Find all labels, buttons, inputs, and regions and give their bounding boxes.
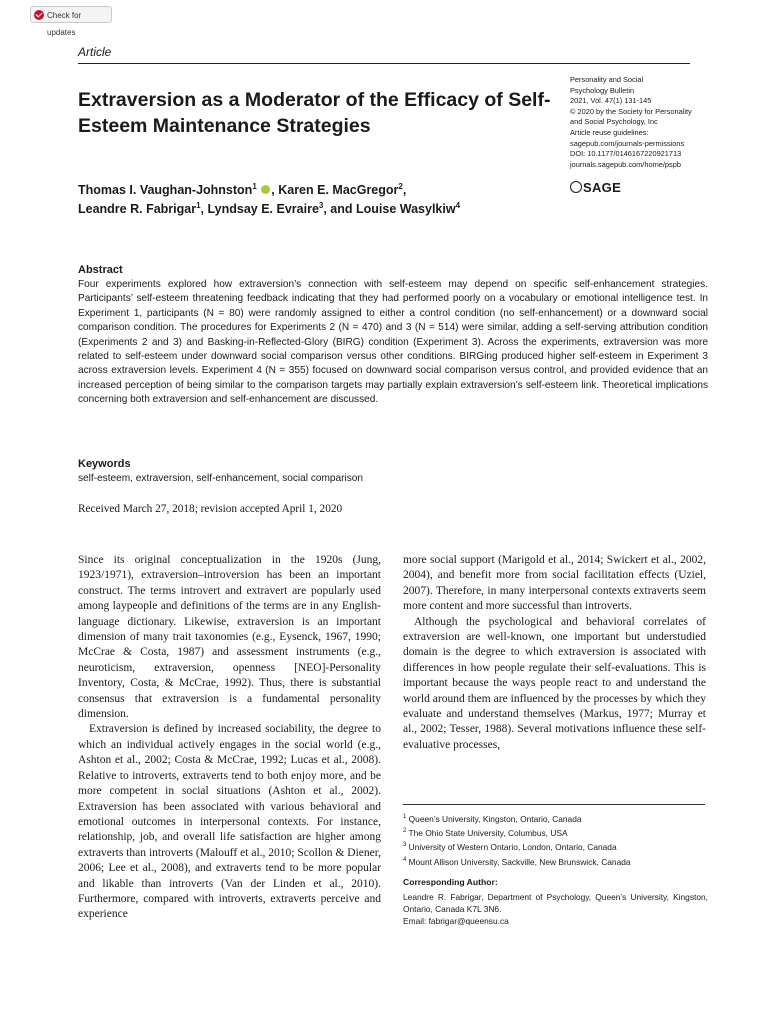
author-name[interactable]: Thomas I. Vaughan-Johnston (78, 183, 253, 197)
sage-logo (570, 180, 621, 195)
check-for-updates-button[interactable] (30, 6, 112, 37)
footnote-item: $^3$ University of Western Ontario, London, Ontario, Canada (403, 842, 617, 853)
journal-info-line: © 2020 by the Society for Personality (570, 106, 692, 116)
footnote-item: $^1$ Queen’s University, Kingston, Ontario, Canada (403, 813, 582, 824)
body-paragraph: Although the psychological and behavioral correlates of extraversion are well-known, one important but understudied domain is the degree to which extraversion is associated with differences in how people regulate their self-evaluations. This is important because the ways people react to and understand the world around them are influenced by the processes by which they evaluate and understand themselves (Markus, 1977; Murray et al., 2002; Tesser, 1988). Several motivations influence these self-evaluative processes, (403, 615, 706, 751)
abstract-text: Four experiments explored how extraversion’s connection with self-esteem may depend on specific self-enhancement strategies. Participants’ self-esteem threatening feedback indicating that they had performed poorly on a vocabulary or emotional intelligence test. In Experiment 1, participants (N = 80) were randomly assigned to either a control condition (no self-enhancement) or a downward social comparison condition. The procedures for Experiments 2 (N = 470) and 3 (N = 514) were similar, adding a self-serving attribution condition (Experiments 2 and 3) and Basking-in-Reflected-Glory (BIRG) condition (Experiment 3). Across the experiments, extraversion was more related to self-esteem under downward social comparison versus other conditions. BIRGing produced higher self-esteem in Experiment 3 across extraversion levels. Experiment 4 (N = 355) focused on downward social comparison versus control, and provided evidence that an increased perception of being similar to the comparison targets may partially explain extraversion’s self-esteem link. Theoretical implications concerning both extraversion and self-enhancement are discussed. (78, 279, 708, 406)
sage-logo-text: SAGE (583, 180, 622, 195)
affiliation-footnotes (403, 811, 708, 868)
journal-info-line: Personality and Social (570, 75, 644, 84)
keywords-text: self-esteem, extraversion, self-enhancement, social comparison (78, 473, 363, 484)
journal-permissions-link[interactable]: sagepub.com/journals-permissions (570, 138, 685, 148)
received-dates: Received March 27, 2018; revision accepted April 1, 2020 (78, 503, 343, 515)
check-for-updates-label: Check for updates (47, 11, 82, 37)
journal-home-link[interactable]: journals.sagepub.com/home/pspb (570, 159, 681, 169)
author-name[interactable]: Louise Wasylkiw (356, 202, 456, 216)
doi-link[interactable]: DOI: 10.1177/0146167220921713 (570, 149, 682, 159)
journal-info-line: Article reuse guidelines: (570, 127, 649, 137)
abstract-heading: Abstract (78, 264, 123, 276)
body-paragraph: Since its original conceptualization in the 1920s (Jung, 1923/1971), extraversion–introversion has been an important construct. The terms introvert and extravert are popularly used among laypeople and definitions of the terms are in any English-language dictionary. Likewise, extraversion is an important dimension of many trait taxonomies (e.g., Eysenck, 1967, 1990; McCrae & Costa, 1987) and assessment instruments (e.g., neuroticism, extraversion, openness [NEO]-Personality Inventory, Costa, & McCrae, 1992). Thus, there is substantial consensus that extraversion is a fundamental personality dimension. (78, 554, 381, 721)
footnote-item: $^4$ Mount Allison University, Sackville, New Brunswick, Canada (403, 856, 631, 867)
author-affiliation-mark: 2 (398, 181, 403, 191)
author-affiliation-mark: 1 (252, 181, 257, 191)
author-affiliation-mark: 4 (455, 200, 461, 210)
keywords-heading: Keywords (78, 458, 131, 470)
journal-info-line: 2021, Vol. 47(1) 131-145 (570, 96, 652, 106)
author-name[interactable]: Leandre R. Fabrigar (78, 202, 197, 216)
author-affiliation-mark: 3 (318, 200, 324, 210)
article-title: Extraversion as a Moderator of the Efficacy of Self-Esteem Maintenance Strategies (78, 89, 551, 137)
body-paragraph: Extraversion is defined by increased sociability, the degree to which an individual actively engages in the social world (e.g., Ashton et al., 2002; Costa & McCrae, 1992; Lucas et al., 2008). Relative to introverts, extraverts tend to both enjoy more, and be more competent in social situations (Ashton et al., 2002). Extraversion has been associated with various behavioral and emotional outcomes in interpersonal contexts. For instance, relationship, job, and overall life satisfaction are higher among extraverts than introverts (Malouff et al., 2010; Scollon & Diener, 2006; Lee et al., 2008), and extraverts tend to be more popular and likable than introverts (Van der Linden et al., 2010). Furthermore, compared with introverts, extraverts perceive and experience (78, 723, 381, 921)
article-type-label: Article (78, 45, 112, 59)
author-name[interactable]: Karen E. MacGregor (278, 183, 399, 197)
corresponding-author-email[interactable]: Email: fabrigar@queensu.ca (403, 916, 509, 926)
journal-info (570, 75, 700, 170)
check-updates-icon (34, 10, 44, 20)
body-column-right (403, 553, 706, 753)
journal-info-line: and Social Psychology, Inc (570, 117, 658, 127)
author-list: Thomas I. Vaughan-Johnston$^1$ , Karen E. MacGregor$^2$, Leandre R. Fabrigar$^1$, Lyndsay E. Evraire$^3$, and Louise Wasylkiw$^4$ (78, 181, 461, 216)
body-column-left (78, 553, 381, 923)
corresponding-author-details (403, 891, 708, 927)
header-divider (78, 63, 690, 64)
corresponding-author-heading: Corresponding Author: (403, 877, 498, 887)
sage-logo-icon (570, 181, 582, 193)
journal-info-line: Psychology Bulletin (570, 85, 635, 95)
author-affiliation-mark: 1 (196, 200, 201, 210)
body-paragraph: more social support (Marigold et al., 2014; Swickert et al., 2002, 2004), and benefit more from social facilitation effects (Uziel, 2007). Therefore, in many interpersonal contexts extraverts seem more content and more successful than introverts. (403, 554, 706, 613)
orcid-icon[interactable] (261, 185, 270, 194)
footnote-item: $^2$ The Ohio State University, Columbus, USA (403, 828, 568, 838)
footnote-divider (403, 804, 705, 805)
author-name[interactable]: Lyndsay E. Evraire (207, 202, 319, 216)
corresponding-author-address: Leandre R. Fabrigar, Department of Psychology, Queen’s University, Kingston, Ontario, Canada K7L 3N6. (403, 892, 708, 914)
